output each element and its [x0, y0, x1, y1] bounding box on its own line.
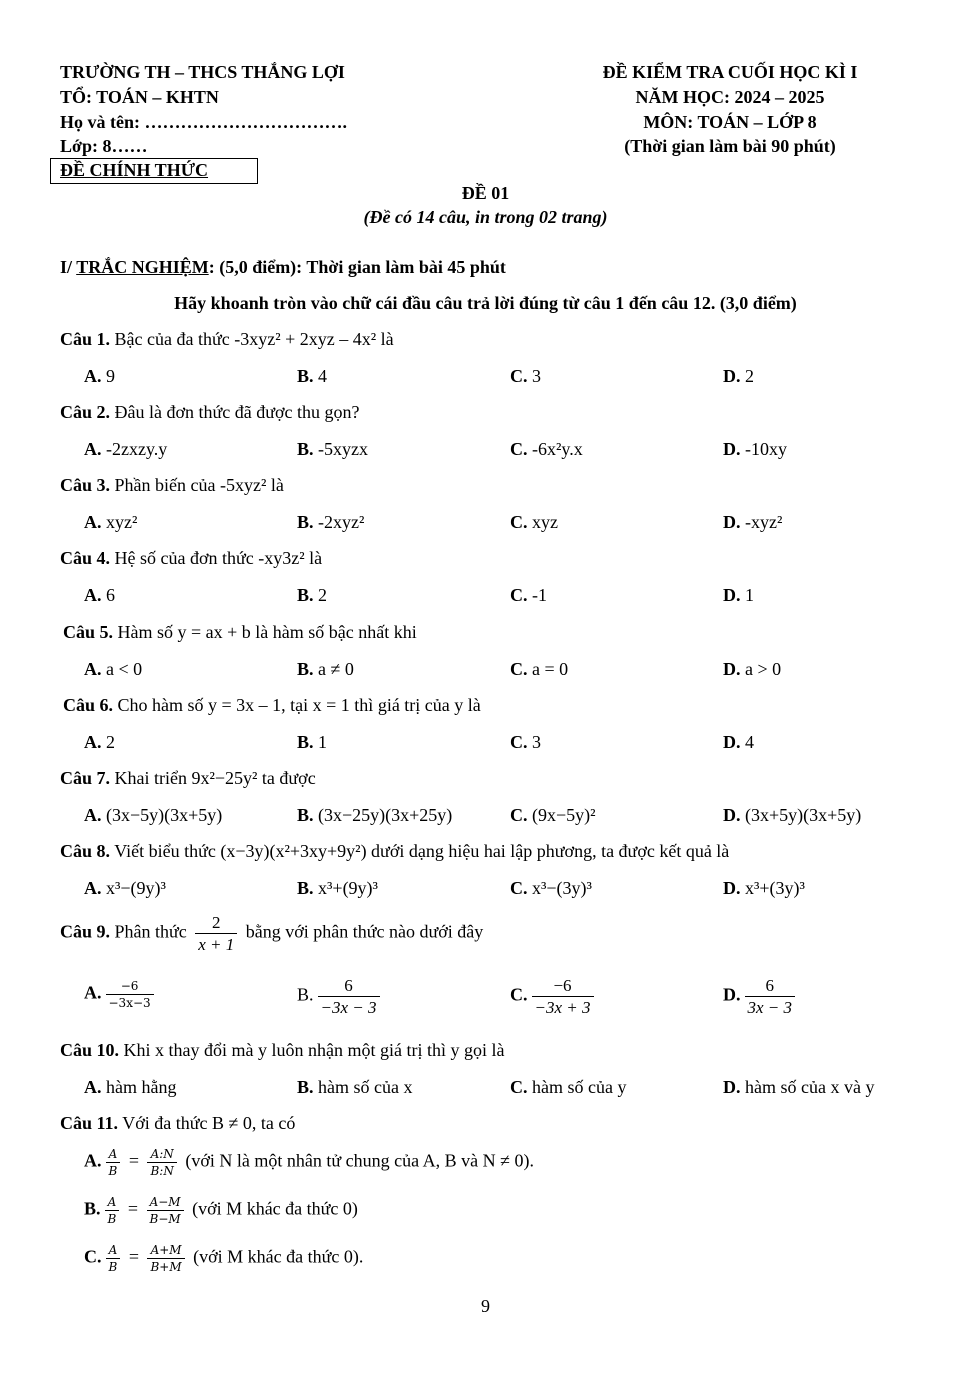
section-title: TRẮC NGHIỆM — [76, 257, 209, 277]
section-info: : (5,0 điểm): Thời gian làm bài 45 phút — [208, 257, 506, 277]
question-text: Khai triển 9x²−25y² ta được — [110, 768, 316, 788]
section-instruction: Hãy khoanh tròn vào chữ cái đầu câu trả lời đúng từ câu 1 đến câu 12. (3,0 điểm) — [174, 293, 797, 313]
fraction-numerator: A−M — [149, 1195, 181, 1209]
q8-option-c[interactable] — [510, 878, 592, 899]
q1-option-b[interactable] — [297, 366, 327, 387]
q1-option-c[interactable] — [510, 366, 541, 387]
question-label: Câu 6. — [63, 695, 114, 715]
fraction-denominator: B+M — [147, 1258, 184, 1273]
fraction-denominator: x + 1 — [195, 933, 237, 953]
fraction-numerator: −6 — [553, 976, 572, 995]
q10-option-c[interactable] — [510, 1077, 626, 1098]
fraction-denominator: B — [106, 1258, 121, 1273]
option-letter: C. — [510, 878, 528, 898]
option-text: 1 — [318, 732, 328, 752]
option-text: 9 — [106, 366, 115, 386]
option-text: a < 0 — [106, 659, 143, 679]
q2-option-c[interactable] — [510, 439, 583, 460]
question-text: Hệ số của đơn thức -xy3z² là — [110, 548, 323, 568]
exam-code: ĐỀ 01 — [461, 183, 510, 203]
page-number: 9 — [481, 1296, 490, 1316]
fraction-numerator: A+M — [150, 1243, 182, 1257]
option-letter: C. — [84, 1246, 102, 1267]
option-text: -5xyzx — [318, 439, 368, 459]
option-letter: A. — [84, 585, 102, 605]
q6-option-b[interactable] — [297, 732, 327, 753]
question-text: Viết biểu thức (x−3y)(x²+3xy+9y²) dưới dạng hiệu hai lập phương, ta được kết quả là — [110, 841, 730, 861]
option-text: x³−(3y)³ — [532, 878, 592, 898]
q5-option-c[interactable] — [510, 659, 568, 680]
option-text: a > 0 — [745, 659, 782, 679]
option-letter: D. — [723, 1077, 741, 1097]
q11-option-a[interactable]: A. $\frac{A}{B}$ = $\frac{A:N}{B:N}$ (với N là một nhân tử chung của A, B và N ≠ 0). — [84, 1147, 534, 1178]
option-text: hàm số của x — [318, 1077, 413, 1097]
option-letter: B. — [297, 1077, 314, 1097]
question-11 — [60, 1113, 295, 1134]
q6-option-d[interactable] — [723, 732, 754, 753]
option-letter: D. — [723, 512, 741, 532]
question-text: Với đa thức B ≠ 0, ta có — [118, 1113, 296, 1133]
option-note: (với N là một nhân tử chung của A, B và N ≠ 0). — [180, 1150, 534, 1171]
option-letter: B. — [297, 805, 314, 825]
question-8 — [60, 841, 729, 862]
fraction-denominator: B:N — [147, 1162, 176, 1177]
fraction-denominator: −3x − 3 — [318, 996, 380, 1016]
option-letter: A. — [84, 878, 102, 898]
option-text: (9x−5y)² — [532, 805, 596, 825]
option-letter: C. — [510, 585, 528, 605]
exam-note: (Đề có 14 câu, in trong 02 trang) — [363, 207, 608, 227]
question-label: Câu 8. — [60, 841, 111, 861]
option-text: x³+(3y)³ — [745, 878, 805, 898]
question-label: Câu 5. — [63, 622, 114, 642]
q4-option-c[interactable] — [510, 585, 547, 606]
option-text: a ≠ 0 — [318, 659, 354, 679]
question-text: Phân thức — [110, 921, 192, 942]
option-letter: A. — [84, 1150, 102, 1171]
fraction-numerator: A — [107, 1195, 117, 1209]
option-letter: A. — [84, 439, 102, 459]
exam-title: ĐỀ KIỂM TRA CUỐI HỌC KÌ I — [602, 62, 858, 82]
fraction-numerator: 6 — [765, 976, 775, 995]
q2-option-b[interactable] — [297, 439, 368, 460]
option-text: 2 — [106, 732, 115, 752]
option-text: (3x−25y)(3x+25y) — [318, 805, 453, 825]
option-text: 6 — [106, 585, 115, 605]
question-9 — [60, 914, 483, 953]
fraction-denominator: B — [106, 1162, 121, 1177]
option-text: x³+(9y)³ — [318, 878, 378, 898]
q7-option-c[interactable] — [510, 805, 596, 826]
option-text: x³−(9y)³ — [106, 878, 166, 898]
question-text: Cho hàm số y = 3x – 1, tại x = 1 thì giá trị của y là — [113, 695, 481, 715]
option-letter: B. — [297, 984, 314, 1005]
q7-option-a[interactable] — [84, 805, 222, 826]
fraction — [195, 914, 237, 953]
q1-option-d[interactable] — [723, 366, 754, 387]
option-letter: C. — [510, 984, 528, 1005]
q5-option-a[interactable] — [84, 659, 142, 680]
option-letter: A. — [84, 1077, 102, 1097]
q4-option-b[interactable] — [297, 585, 327, 606]
question-4 — [60, 548, 322, 569]
q3-option-a[interactable] — [84, 512, 137, 533]
question-label: Câu 1. — [60, 329, 111, 349]
question-3 — [60, 475, 284, 496]
q7-option-b[interactable] — [297, 805, 452, 826]
question-label: Câu 2. — [60, 402, 111, 422]
q8-option-d[interactable] — [723, 878, 805, 899]
q9-option-b[interactable] — [297, 977, 384, 1016]
option-letter: B. — [297, 878, 314, 898]
option-letter: C. — [510, 512, 528, 532]
q4-option-d[interactable] — [723, 585, 754, 606]
option-text: -1 — [532, 585, 547, 605]
option-letter: D. — [723, 984, 741, 1005]
q5-option-b[interactable] — [297, 659, 354, 680]
q7-option-d[interactable] — [723, 805, 861, 826]
option-letter: A. — [84, 659, 102, 679]
q10-option-d[interactable] — [723, 1077, 874, 1098]
option-text: -2xyz² — [318, 512, 365, 532]
q8-option-a[interactable] — [84, 878, 166, 899]
option-text: -10xy — [745, 439, 787, 459]
option-letter: A. — [84, 366, 102, 386]
question-10 — [60, 1040, 504, 1061]
option-text: 4 — [318, 366, 328, 386]
q3-option-b[interactable] — [297, 512, 364, 533]
question-text: Phần biến của -5xyz² là — [110, 475, 284, 495]
option-letter: B. — [297, 512, 314, 532]
option-text: 2 — [745, 366, 754, 386]
option-text: hàm số của x và y — [745, 1077, 875, 1097]
fraction-numerator: A:N — [150, 1147, 174, 1161]
q10-option-b[interactable] — [297, 1077, 413, 1098]
option-letter: C. — [510, 805, 528, 825]
question-6 — [63, 695, 481, 716]
department: TỔ: TOÁN – KHTN — [60, 87, 219, 107]
fraction-denominator: −3x + 3 — [532, 996, 594, 1016]
section-prefix: I/ — [60, 257, 77, 277]
option-text: (3x−5y)(3x+5y) — [106, 805, 223, 825]
fraction-numerator: 2 — [212, 913, 221, 932]
question-7 — [60, 768, 316, 789]
q9-option-a[interactable] — [84, 980, 158, 1009]
q11-option-b[interactable]: B. $\frac{A}{B}$ = $\frac{A-M}{B-M}$ (với M khác đa thức 0) — [84, 1195, 358, 1226]
question-2 — [60, 402, 360, 423]
option-text: xyz — [532, 512, 558, 532]
option-text: -xyz² — [745, 512, 783, 532]
option-text: xyz² — [106, 512, 138, 532]
q9-option-c[interactable] — [510, 977, 598, 1016]
fraction-denominator: B — [105, 1210, 120, 1225]
q2-option-a[interactable] — [84, 439, 167, 460]
option-letter: C. — [510, 439, 528, 459]
option-text: -2zxzy.y — [106, 439, 168, 459]
option-letter: B. — [297, 585, 314, 605]
question-5 — [63, 622, 417, 643]
option-letter: D. — [723, 659, 741, 679]
q10-option-a[interactable] — [84, 1077, 176, 1098]
option-letter: D. — [723, 878, 741, 898]
question-label: Câu 3. — [60, 475, 111, 495]
question-1 — [60, 329, 394, 350]
question-text: Khi x thay đổi mà y luôn nhận một giá trị thì y gọi là — [119, 1040, 505, 1060]
fraction-denominator: B−M — [147, 1210, 184, 1225]
option-letter: D. — [723, 366, 741, 386]
option-letter: D. — [723, 732, 741, 752]
option-letter: B. — [297, 366, 314, 386]
question-label: Câu 9. — [60, 921, 111, 942]
duration: (Thời gian làm bài 90 phút) — [624, 136, 836, 156]
option-text: -6x²y.x — [532, 439, 583, 459]
question-label: Câu 4. — [60, 548, 111, 568]
q4-option-a[interactable] — [84, 585, 115, 606]
option-text: 1 — [745, 585, 754, 605]
option-letter: B. — [84, 1198, 101, 1219]
fraction-numerator: A — [108, 1147, 118, 1161]
fraction-numerator: −6 — [120, 979, 139, 993]
question-label: Câu 10. — [60, 1040, 120, 1060]
q1-option-a[interactable] — [84, 366, 115, 387]
fraction-denominator: 3x − 3 — [745, 996, 796, 1016]
option-letter: C. — [510, 1077, 528, 1097]
option-letter: D. — [723, 585, 741, 605]
official-label: ĐỀ CHÍNH THỨC — [60, 160, 209, 180]
option-letter: D. — [723, 805, 741, 825]
option-letter: A. — [84, 512, 102, 532]
q8-option-b[interactable] — [297, 878, 378, 899]
q5-option-d[interactable] — [723, 659, 781, 680]
q6-option-c[interactable] — [510, 732, 541, 753]
option-text: 3 — [532, 366, 541, 386]
option-text: 3 — [532, 732, 541, 752]
option-letter: A. — [84, 982, 102, 1003]
option-letter: A. — [84, 732, 102, 752]
option-text: hàm hằng — [106, 1077, 177, 1097]
question-text: Hàm số y = ax + b là hàm số bậc nhất khi — [113, 622, 417, 642]
option-text: a = 0 — [532, 659, 569, 679]
question-label: Câu 11. — [60, 1113, 119, 1133]
q6-option-a[interactable] — [84, 732, 115, 753]
option-letter: B. — [297, 659, 314, 679]
option-text: 2 — [318, 585, 328, 605]
fraction-numerator: 6 — [344, 976, 353, 995]
option-letter: B. — [297, 732, 314, 752]
question-text: bằng với phân thức nào dưới đây — [241, 921, 484, 942]
question-label: Câu 7. — [60, 768, 111, 788]
student-name-line: Họ và tên: ……………………………. — [60, 112, 347, 132]
option-text: 4 — [745, 732, 754, 752]
class-line: Lớp: 8…… — [60, 136, 148, 156]
option-note: (với M khác đa thức 0). — [188, 1246, 364, 1267]
q9-option-d[interactable] — [723, 977, 799, 1016]
option-letter: B. — [297, 439, 314, 459]
subject: MÔN: TOÁN – LỚP 8 — [643, 112, 817, 132]
option-letter: C. — [510, 366, 528, 386]
question-text: Bậc của đa thức -3xyz² + 2xyz – 4x² là — [110, 329, 394, 349]
section-heading — [60, 257, 506, 278]
q2-option-d[interactable] — [723, 439, 787, 460]
q3-option-d[interactable] — [723, 512, 782, 533]
option-letter: C. — [510, 732, 528, 752]
school-year: NĂM HỌC: 2024 – 2025 — [635, 87, 825, 107]
q11-option-c[interactable]: C. $\frac{A}{B}$ = $\frac{A+M}{B+M}$ (với M khác đa thức 0). — [84, 1243, 364, 1274]
option-letter: C. — [510, 659, 528, 679]
option-text: (3x+5y)(3x+5y) — [745, 805, 862, 825]
q3-option-c[interactable] — [510, 512, 558, 533]
fraction-numerator: A — [108, 1243, 118, 1257]
question-text: Đâu là đơn thức đã được thu gọn? — [110, 402, 360, 422]
school-name: TRƯỜNG TH – THCS THẮNG LỢI — [60, 62, 345, 82]
option-letter: D. — [723, 439, 741, 459]
option-note: (với M khác đa thức 0) — [187, 1198, 358, 1219]
option-text: hàm số của y — [532, 1077, 627, 1097]
fraction-denominator: −3x−3 — [106, 994, 154, 1009]
option-letter: A. — [84, 805, 102, 825]
